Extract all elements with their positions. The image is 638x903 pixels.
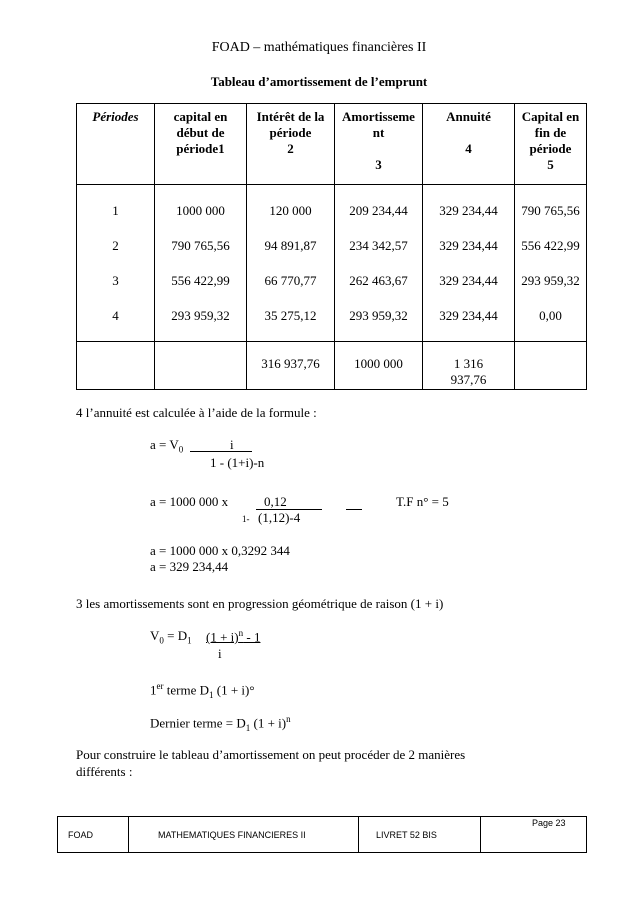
table-title: Tableau d’amortissement de l’emprunt — [210, 74, 428, 89]
col-capital-fin: 790 765,56 556 422,99 293 959,32 0,00 — [515, 185, 587, 342]
header-interet: Intérêt de la période 2 — [247, 104, 335, 185]
footer-middle: MATHEMATIQUES FINANCIERES II — [158, 829, 306, 840]
total-interet: 316 937,76 — [247, 342, 335, 390]
formula-result-1: a = 1000 000 x 0,3292 344 — [150, 543, 290, 558]
formula-annuite: $a = V_0$ i 1 - (1+i)-n — [150, 437, 265, 470]
header-periodes: Périodes — [77, 104, 155, 185]
page-number: Page 23 — [532, 818, 566, 828]
paragraph-construction: Pour construire le tableau d’amortissement on peut procéder de 2 manières différents : — [76, 747, 466, 779]
formula-v0: $V_0 = D_1$ $(1 + i)^n - 1$ i — [150, 628, 261, 661]
header-capital-fin: Capital en fin de période 5 — [515, 104, 587, 185]
paragraph-amortissements: 3 les amortissements sont en progression géométrique de raison (1 + i) — [76, 596, 444, 611]
total-annuite: 1 316 937,76 — [423, 342, 515, 390]
footer-right: LIVRET 52 BIS — [376, 829, 437, 840]
first-term: 1er terme $D_1$ (1 + i)° — [150, 681, 255, 700]
course-title: FOAD – mathématiques financières II — [211, 40, 427, 55]
header-capital-debut: capital en début de période1 — [155, 104, 247, 185]
table-totals-row — [77, 342, 587, 390]
total-capital-debut — [155, 342, 247, 390]
col-interet: 120 000 94 891,87 66 770,77 35 275,12 — [247, 185, 335, 342]
page-footer — [57, 816, 587, 853]
total-capital-fin — [515, 342, 587, 390]
amortization-table — [76, 103, 587, 390]
total-periodes — [77, 342, 155, 390]
total-amortissement: 1000 000 — [335, 342, 423, 390]
footer-left: FOAD — [68, 829, 94, 840]
col-annuite: 329 234,44 329 234,44 329 234,44 329 234,44 — [423, 185, 515, 342]
table-data-row — [77, 185, 587, 342]
header-annuite: Annuité 4 — [423, 104, 515, 185]
col-amortissement: 209 234,44 234 342,57 262 463,67 293 959,32 — [335, 185, 423, 342]
paragraph-annuite: 4 l’annuité est calculée à l’aide de la formule : — [76, 405, 317, 420]
last-term: Dernier terme = $D_1$ $(1 + i)^n$ — [150, 714, 291, 733]
formula-result-2: a = 329 234,44 — [150, 559, 229, 574]
col-periodes: 1 2 3 4 — [77, 185, 155, 342]
formula-numeric: a = 1000 000 x 0,12 T.F n° = 5 1- (1,12)-4 — [150, 494, 449, 525]
table-header-row — [77, 104, 587, 185]
col-capital-debut: 1000 000 790 765,56 556 422,99 293 959,32 — [155, 185, 247, 342]
header-amortissement: Amortisseme nt 3 — [335, 104, 423, 185]
